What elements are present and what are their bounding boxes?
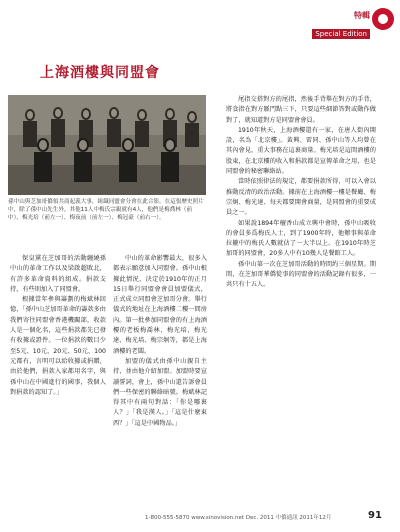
paragraph: 當時依照律法的規定，都要捐款所得，可以入會以推動反清的政治活動。據前在上海酒樓一樓是餐廳、梅宗炯、梅光達、每天都要開會商量，是同盟會的重要成員之一。 xyxy=(226,178,376,217)
article-title: 上海酒樓與同盟會 xyxy=(40,65,160,81)
photo-caption: 孫中山與芝加哥僑領共商起義大事，組織同盟會分會在此合影。在這張歷史照片中，除了孫中山先生外，其他11人中梅氏宗親就有4人，他們是梅喬林（前中）、梅光培（前左一）、梅夜前（前左一）、梅冠豪（前右一）。 xyxy=(8,199,204,221)
article-column-1 xyxy=(10,254,106,398)
paragraph: 孫中山第一次在芝加哥活動的時間約三個星期。期間，在芝加哥華僑從事的同盟會的活動記錄有很多，一共只有十五人。 xyxy=(226,260,376,289)
page-footer: 1-800-555-5870 www.sinovision.net Dec. 2011 中僑通訊 2011年12月 xyxy=(145,515,332,521)
paragraph: 如果說1894年檀香山成立興中會時，孫中山吸收的會員多爲梅氏人士，到了1900年時，他辦事與革命拉攏中的梅氏人數就佔了一大半以上。在1910年時芝加哥的同盟會，20多人中有10幾人是餐館工人。 xyxy=(226,219,376,258)
article-column-3 xyxy=(226,95,376,291)
paragraph: 中山的革命影響最大，很多入都表示願意加入同盟會。孫中山根據此情況，決定於1910年的正月15日舉行同盟會會員加盟儀式，正式成立同盟會芝加哥分會。舉行儀式的地址在上海酒樓二樓一間房內。第一批參加同盟會的有上海酒樓的老板梅喬林、梅光培、梅光達、梅光培、梅宗炯等，都是上海酒樓的老闆。 xyxy=(113,255,207,355)
article-column-2 xyxy=(113,254,207,429)
page-number: 91 xyxy=(368,510,382,521)
section-tag xyxy=(312,10,370,40)
magazine-logo-icon xyxy=(372,8,394,30)
paragraph: 加盟的儀式由孫中山親自主持，並由他介紹加盟。加盟時要宣讀誓詞，會上，孫中山還告訴會員們一些保密的聯絡暗號。梅斌林記得其中有兩句對話：「你是哪裏人？」「我是漢人。」「這是什麼東西？」「這是中國物品。」 xyxy=(113,357,207,427)
section-label-en: Special Edition xyxy=(312,29,370,39)
paragraph: 尾指交搭對方的尾指，然後手背舉在對方的手背，將食指在對方脈門點三下，只要這些細節答對或動作做對了，就知道對方是同盟會會員。 xyxy=(226,96,376,124)
section-label-cn: 特輯 xyxy=(354,11,370,20)
historical-group-photo xyxy=(8,95,206,195)
paragraph: 保皇黨在芝加哥的活動纏繞孫中山的革命工作以及梁啟超敗北，有許多革命資料的組成。捐款支持，有些則加入了同盟會。 xyxy=(10,255,106,293)
top-bar xyxy=(0,0,400,8)
paragraph: 1910年秋天，上海酒樓還有一家，在唐人街內開設，名為「北京樓」。黃興、雷同、孫中山等人均曾在其內會見，重大事務在這裏商量。梅光培是這間酒樓的股東，在北京樓的收入和捐款都是宣傳革命之用，也是同盟會的秘密聯絡站。 xyxy=(226,126,376,176)
paragraph: 根據當年參與籌劃的梅斌林回憶，「孫中山芝加哥革命的籌款多由我們寄往同盟會香港機關部，收款人是一個化名，這些捐款都先已發有收據或證件。一位捐款的數目少至5元、10元、20元、50元、100元都有，言明可以給收據或捐贈，由於他們，捐款入家都用名字，與孫中山在中國進行的國事，我個人對捐款的認知了。」 xyxy=(10,296,106,396)
